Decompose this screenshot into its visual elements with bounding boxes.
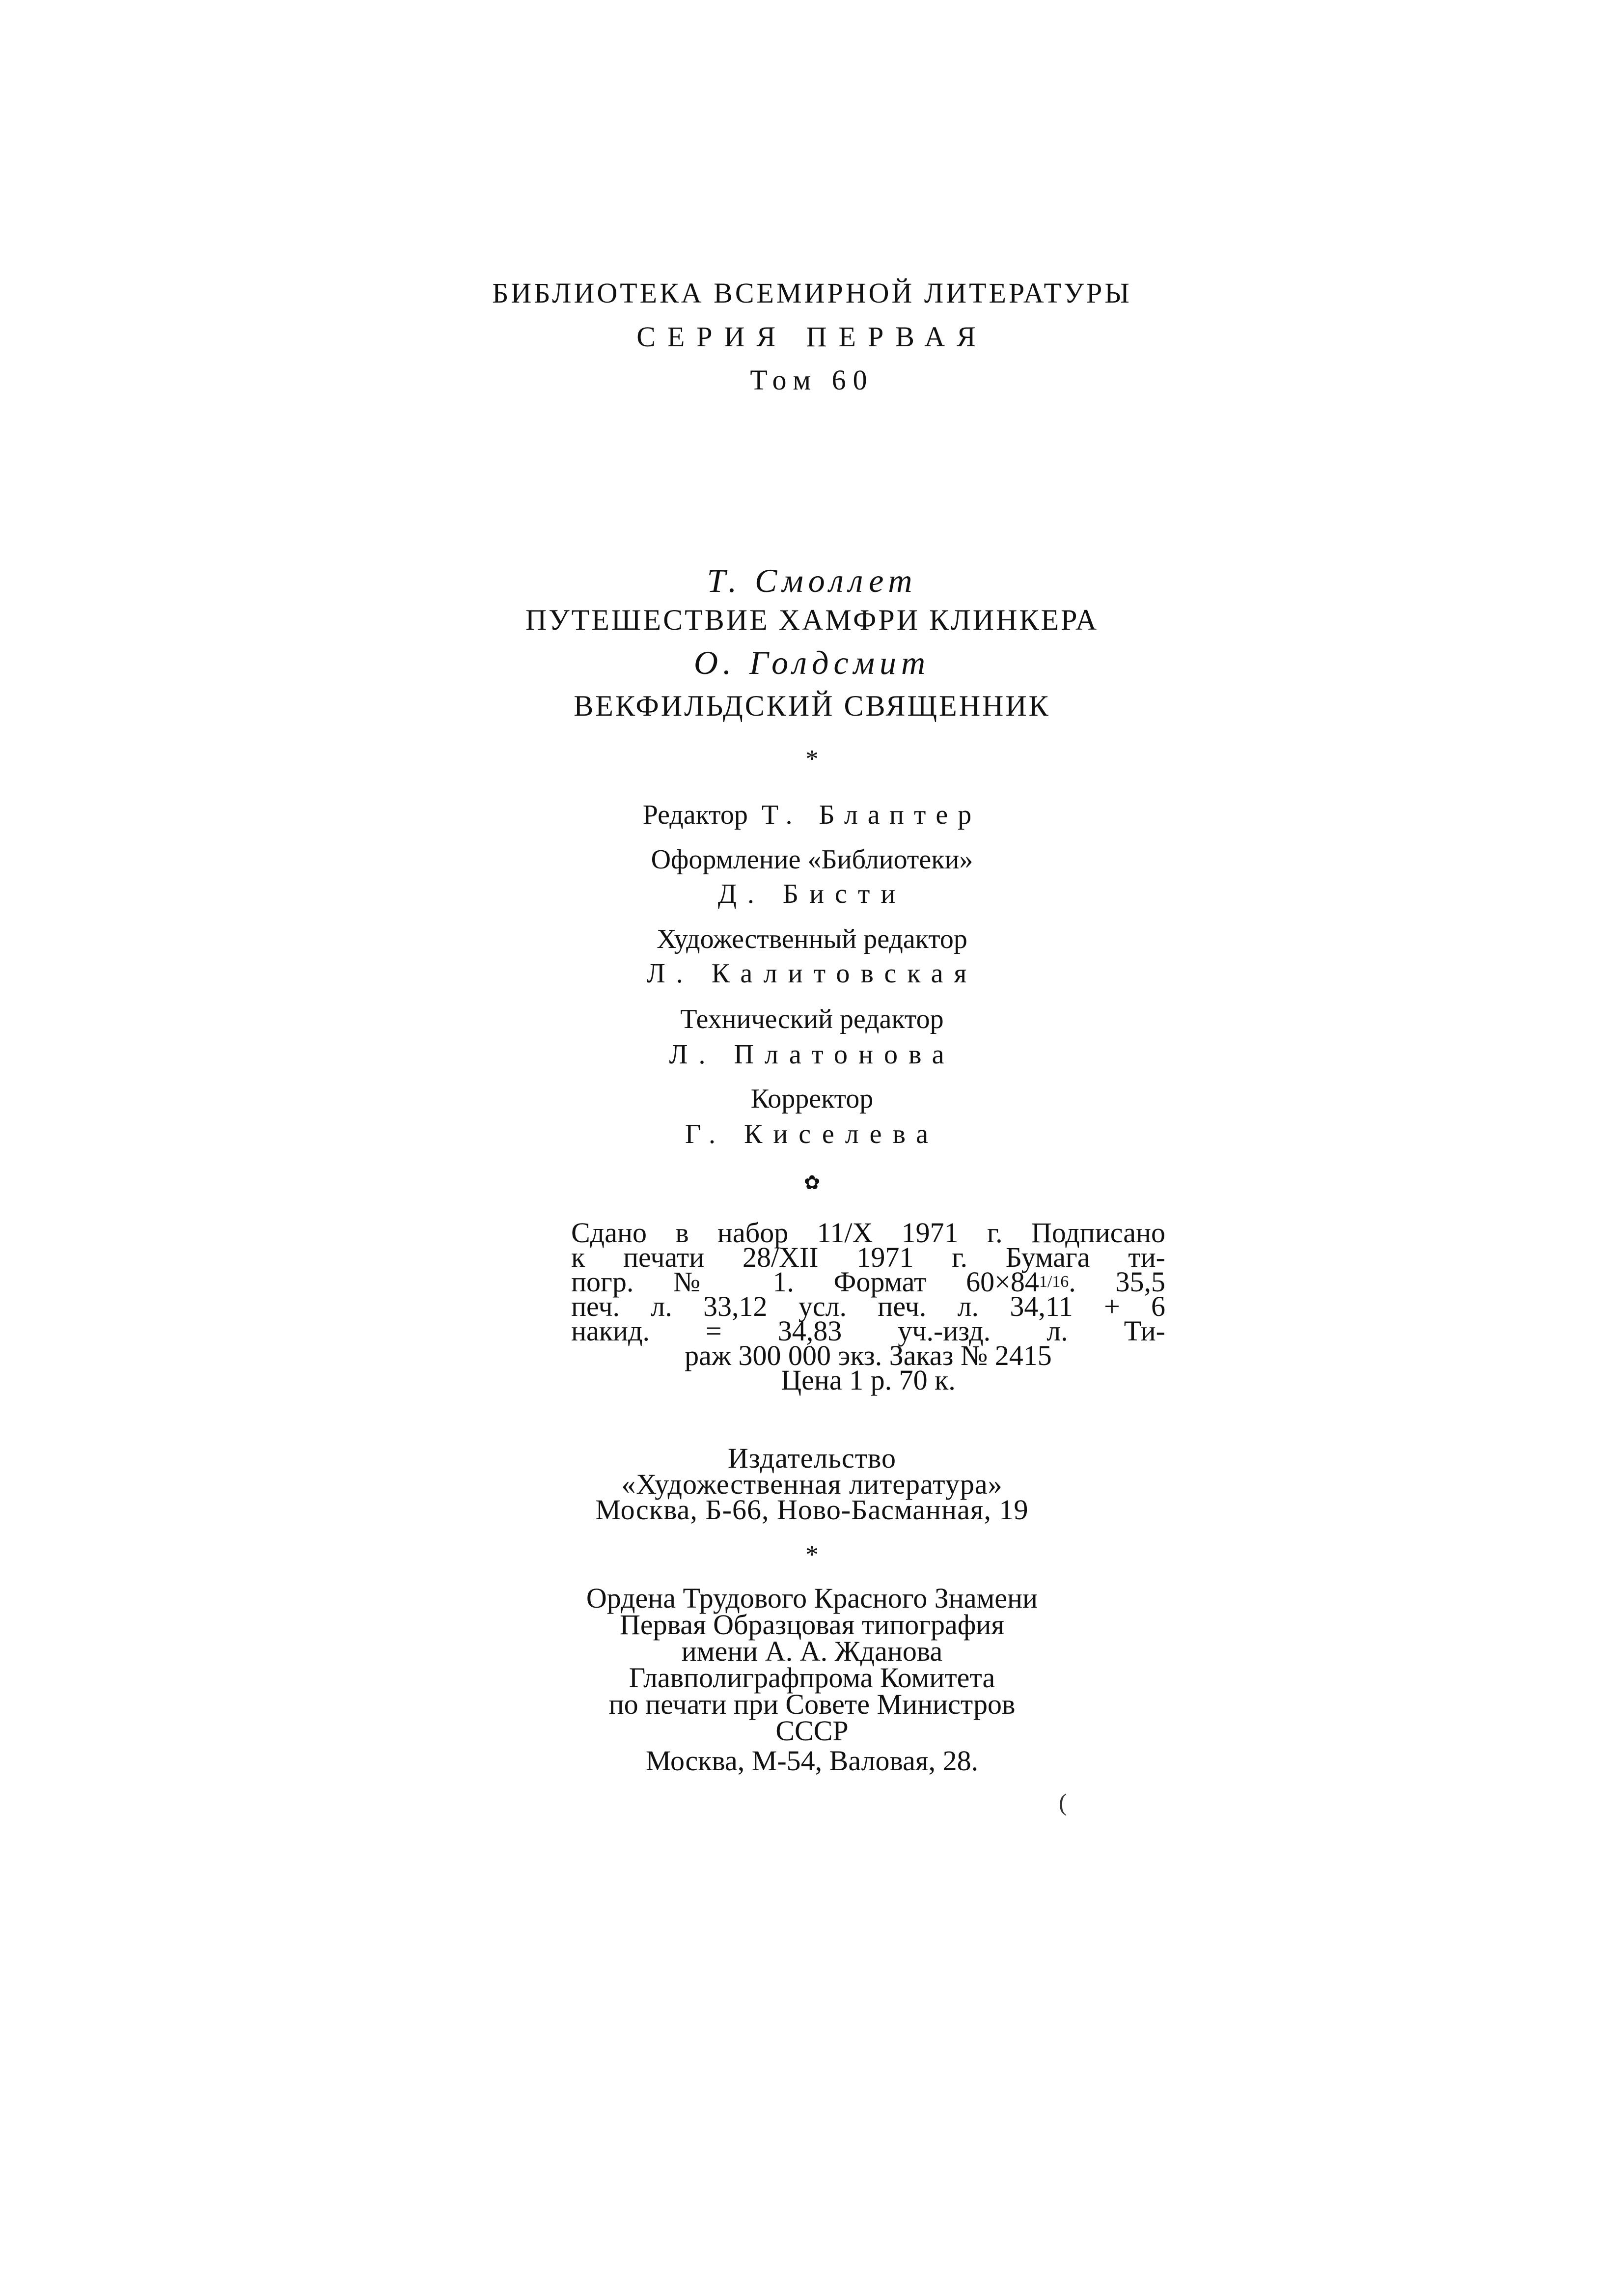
credit-editor-name: Т. Блаптер xyxy=(761,800,982,830)
library-series-title: БИБЛИОТЕКА ВСЕМИРНОЙ ЛИТЕРАТУРЫ xyxy=(492,277,1132,309)
publisher-label: Издательство xyxy=(727,1442,897,1474)
credit-tech-editor-role: Технический редактор xyxy=(680,1004,944,1034)
printer-line: Первая Образцовая типография xyxy=(619,1609,1005,1641)
credit-editor xyxy=(0,799,1624,831)
volume-number: Том 60 xyxy=(750,364,874,396)
imprint-format-text: погр. № 1. Формат 60×84 xyxy=(571,1266,1039,1298)
author-goldsmith: О. Голдсмит xyxy=(693,644,931,681)
imprint-line: Сдано в набор 11/X 1971 г. Подписано xyxy=(571,1217,1165,1249)
credit-art-editor-name: Л. Калитовская xyxy=(646,958,978,989)
imprint-line: печ. л. 33,12 усл. печ. л. 34,11 + 6 xyxy=(571,1290,1165,1322)
title-vicar-of-wakefield: ВЕКФИЛЬДСКИЙ СВЯЩЕННИК xyxy=(574,690,1050,722)
stray-mark: ( xyxy=(1059,1788,1067,1816)
credit-art-editor-role: Художественный редактор xyxy=(657,924,967,954)
printer-line: Главполиграфпрома Комитета xyxy=(629,1662,995,1694)
asterisk-divider: * xyxy=(805,745,819,773)
asterisk-divider: * xyxy=(805,1541,819,1569)
imprint-line: накид. = 34,83 уч.-изд. л. Ти- xyxy=(571,1315,1165,1347)
imprint-format-tail: . 35,5 xyxy=(1069,1266,1166,1298)
series-label: СЕРИЯ ПЕРВАЯ xyxy=(636,321,988,353)
publisher-address: Москва, Б-66, Ново-Басманная, 19 xyxy=(595,1494,1029,1526)
title-humphry-clinker: ПУТЕШЕСТВИЕ ХАМФРИ КЛИНКЕРА xyxy=(525,604,1099,636)
printer-line: Ордена Трудового Красного Знамени xyxy=(586,1582,1038,1614)
credit-design-role: Оформление «Библиотеки» xyxy=(651,844,973,875)
imprint-line: к печати 28/XII 1971 г. Бумага ти- xyxy=(571,1241,1165,1273)
imprint-format-fraction: 1/16 xyxy=(1039,1273,1069,1291)
credit-tech-editor-name: Л. Платонова xyxy=(669,1039,955,1070)
printer-address: Москва, М-54, Валовая, 28. xyxy=(645,1745,979,1777)
publisher-name: «Художественная литература» xyxy=(621,1468,1003,1500)
credit-design-name: Д. Бисти xyxy=(717,879,907,909)
printer-line: СССР xyxy=(775,1715,849,1747)
credit-editor-role: Редактор xyxy=(642,800,748,830)
printer-line: имени А. А. Жданова xyxy=(681,1635,943,1667)
imprint-price: Цена 1 р. 70 к. xyxy=(781,1364,956,1396)
imprint-block xyxy=(571,1217,1166,1396)
author-smollett: Т. Смоллет xyxy=(707,562,917,599)
imprint-line: раж 300 000 экз. Заказ № 2415 xyxy=(685,1339,1052,1371)
printer-line: по печати при Совете Министров xyxy=(608,1688,1016,1720)
credit-proofreader-name: Г. Киселева xyxy=(685,1119,939,1149)
flower-ornament: ✿ xyxy=(803,1171,821,1194)
credit-proofreader-role: Корректор xyxy=(750,1084,874,1114)
